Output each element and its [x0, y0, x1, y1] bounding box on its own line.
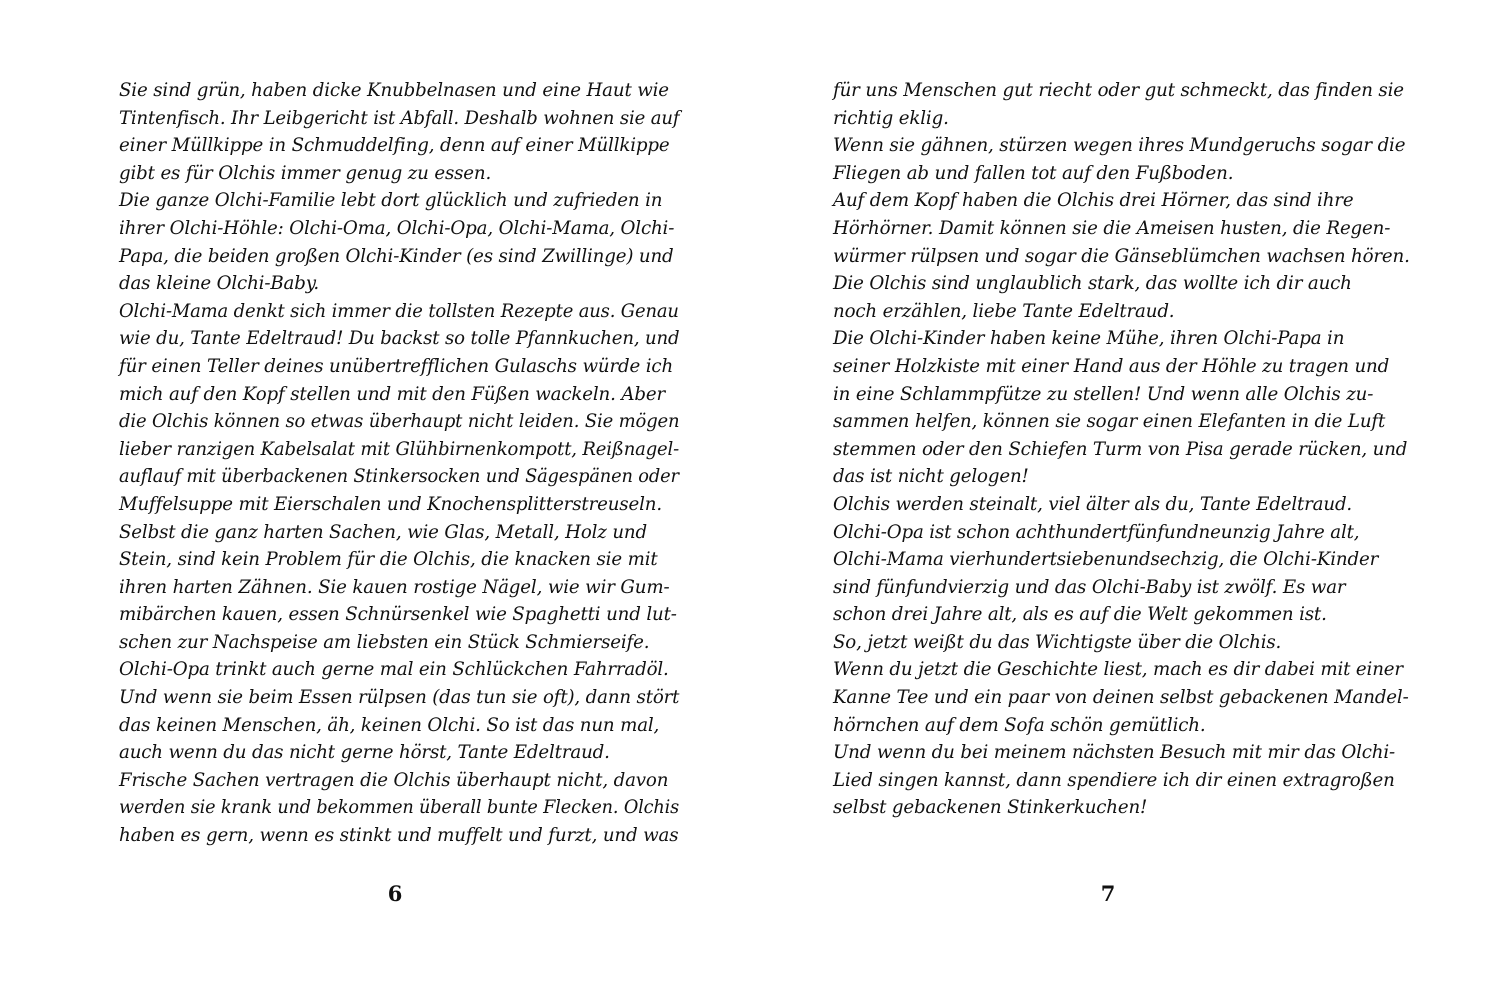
- text-line: schon drei Jahre alt, als es auf die Welt gekommen ist.: [833, 604, 1327, 626]
- text-line: stemmen oder den Schiefen Turm von Pisa gerade rücken, und: [833, 438, 1408, 460]
- text-line: Frische Sachen vertragen die Olchis überhaupt nicht, davon: [119, 769, 669, 791]
- text-line: Wenn du jetzt die Geschichte liest, mach es dir dabei mit einer: [833, 659, 1403, 681]
- text-line: Tintenfisch. Ihr Leibgericht ist Abfall. Deshalb wohnen sie auf: [119, 107, 680, 129]
- right-page-text: [833, 77, 1413, 822]
- text-line: Stein, sind kein Problem für die Olchis, die knacken sie mit: [119, 549, 658, 571]
- right-page: [752, 0, 1505, 1000]
- text-line: das kleine Olchi-Baby.: [119, 273, 320, 295]
- text-line: Die ganze Olchi-Familie lebt dort glücklich und zufrieden in: [119, 190, 663, 212]
- text-line: lieber ranzigen Kabelsalat mit Glühbirnenkompott, Reißnagel-: [119, 438, 680, 460]
- text-line: einer Müllkippe in Schmuddelfing, denn auf einer Müllkippe: [119, 135, 670, 157]
- text-line: Und wenn du bei meinem nächsten Besuch mit mir das Olchi-: [833, 742, 1396, 764]
- text-line: seiner Holzkiste mit einer Hand aus der Höhle zu tragen und: [833, 355, 1390, 377]
- text-line: Hörhörner. Damit können sie die Ameisen husten, die Regen-: [833, 217, 1391, 239]
- text-line: noch erzählen, liebe Tante Edeltraud.: [833, 300, 1175, 322]
- left-page-text: [119, 77, 679, 850]
- text-line: ihrer Olchi-Höhle: Olchi-Oma, Olchi-Opa, Olchi-Mama, Olchi-: [119, 217, 675, 239]
- text-line: Lied singen kannst, dann spendiere ich dir einen extragroßen: [833, 769, 1395, 791]
- page-number-right: 7: [1100, 881, 1116, 906]
- text-line: Wenn sie gähnen, stürzen wegen ihres Mundgeruchs sogar die: [833, 135, 1406, 157]
- text-line: Olchi-Opa ist schon achthundertfünfundneunzig Jahre alt,: [833, 521, 1360, 543]
- text-line: Muffelsuppe mit Eierschalen und Knochensplitterstreuseln.: [119, 493, 662, 515]
- text-line: auch wenn du das nicht gerne hörst, Tante Edeltraud.: [119, 742, 610, 764]
- text-line: Fliegen ab und fallen tot auf den Fußboden.: [833, 162, 1234, 184]
- text-line: für einen Teller deines unübertrefflichen Gulaschs würde ich: [119, 355, 674, 377]
- text-line: werden sie krank und bekommen überall bunte Flecken. Olchis: [119, 797, 680, 819]
- text-line: ihren harten Zähnen. Sie kauen rostige Nägel, wie wir Gum-: [119, 576, 670, 598]
- text-line: hörnchen auf dem Sofa schön gemütlich.: [833, 714, 1206, 736]
- text-line: mich auf den Kopf stellen und mit den Füßen wackeln. Aber: [119, 383, 666, 405]
- text-line: Olchi-Mama denkt sich immer die tollsten Rezepte aus. Genau: [119, 300, 679, 322]
- text-line: Kanne Tee und ein paar von deinen selbst gebackenen Mandel-: [833, 687, 1409, 709]
- text-line: Olchi-Opa trinkt auch gerne mal ein Schlückchen Fahrradöl.: [119, 659, 669, 681]
- left-page: [0, 0, 752, 1000]
- text-line: Selbst die ganz harten Sachen, wie Glas, Metall, Holz und: [119, 521, 647, 543]
- text-line: das keinen Menschen, äh, keinen Olchi. So ist das nun mal,: [119, 714, 660, 736]
- text-line: gibt es für Olchis immer genug zu essen.: [119, 162, 492, 184]
- text-line: das ist nicht gelogen!: [833, 466, 1029, 488]
- text-line: Die Olchi-Kinder haben keine Mühe, ihren Olchi-Papa in: [833, 328, 1345, 350]
- text-line: würmer rülpsen und sogar die Gänseblümchen wachsen hören.: [833, 245, 1410, 267]
- page-number-left: 6: [387, 881, 403, 906]
- text-line: die Olchis können so etwas überhaupt nicht leiden. Sie mögen: [119, 411, 680, 433]
- text-line: richtig eklig.: [833, 107, 949, 129]
- text-line: Die Olchis sind unglaublich stark, das wollte ich dir auch: [833, 273, 1352, 295]
- text-line: selbst gebackenen Stinkerkuchen!: [833, 797, 1148, 819]
- text-line: wie du, Tante Edeltraud! Du backst so tolle Pfannkuchen, und: [119, 328, 680, 350]
- text-line: Sie sind grün, haben dicke Knubbelnasen und eine Haut wie: [119, 80, 669, 101]
- text-line: Olchi-Mama vierhundertsiebenundsechzig, die Olchi-Kinder: [833, 549, 1379, 571]
- text-line: Olchis werden steinalt, viel älter als du, Tante Edeltraud.: [833, 493, 1353, 515]
- text-line: sind fünfundvierzig und das Olchi-Baby ist zwölf. Es war: [833, 576, 1346, 598]
- text-line: Papa, die beiden großen Olchi-Kinder (es sind Zwillinge) und: [119, 245, 674, 267]
- text-line: mibärchen kauen, essen Schnürsenkel wie Spaghetti und lut-: [119, 604, 677, 626]
- text-line: haben es gern, wenn es stinkt und muffelt und furzt, und was: [119, 825, 679, 847]
- text-line: Und wenn sie beim Essen rülpsen (das tun sie oft), dann stört: [119, 687, 680, 709]
- text-line: schen zur Nachspeise am liebsten ein Stück Schmierseife.: [119, 631, 650, 653]
- text-line: Auf dem Kopf haben die Olchis drei Hörner, das sind ihre: [833, 190, 1354, 212]
- text-line: sammen helfen, können sie sogar einen Elefanten in die Luft: [833, 411, 1386, 433]
- text-line: So, jetzt weißt du das Wichtigste über die Olchis.: [833, 631, 1282, 653]
- text-line: für uns Menschen gut riecht oder gut schmeckt, das finden sie: [833, 80, 1404, 101]
- text-line: in eine Schlammpfütze zu stellen! Und wenn alle Olchis zu-: [833, 383, 1374, 405]
- text-line: auflauf mit überbackenen Stinkersocken und Sägespänen oder: [119, 466, 679, 488]
